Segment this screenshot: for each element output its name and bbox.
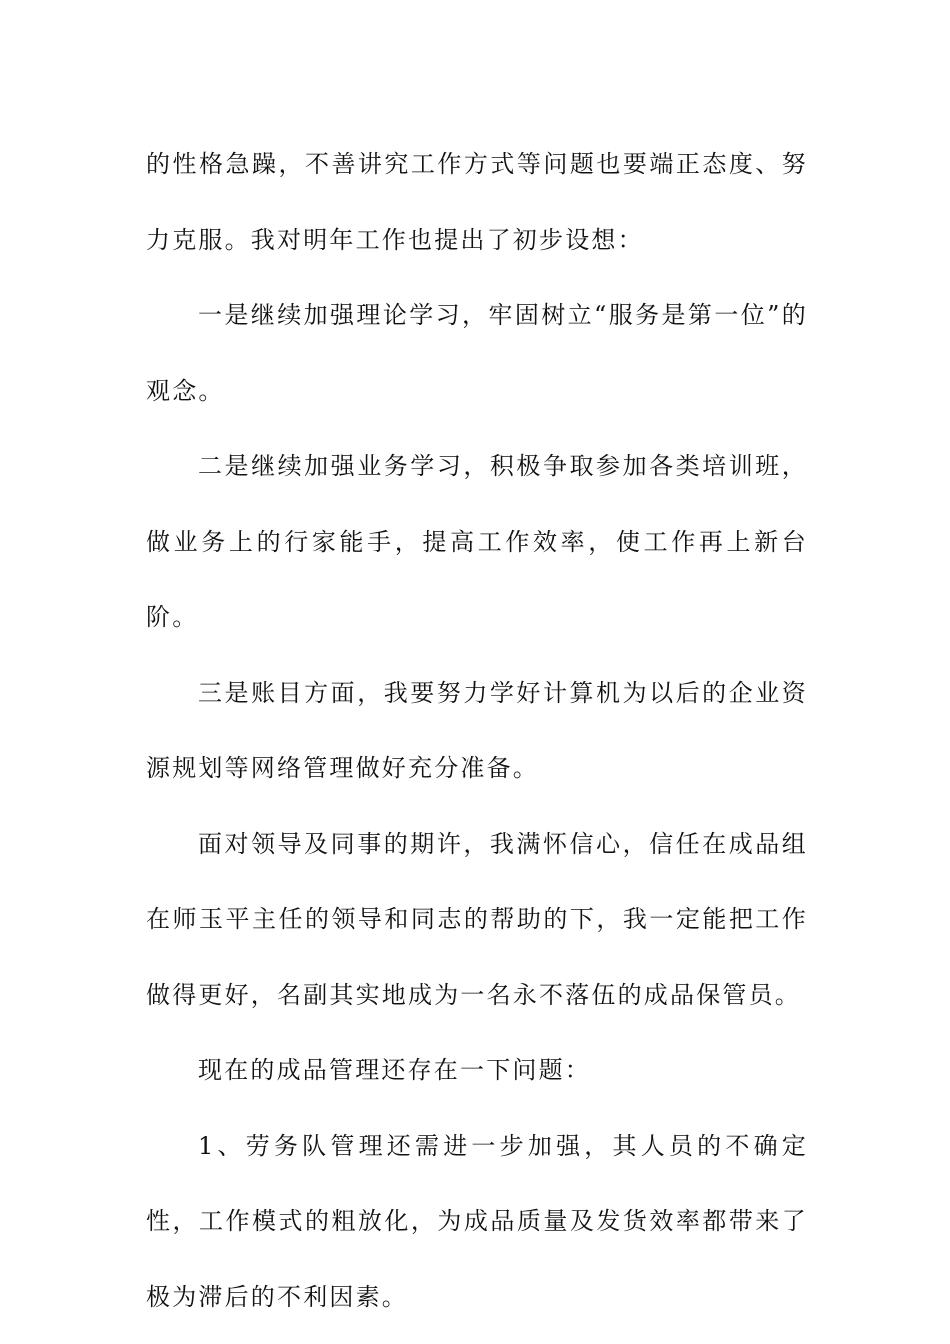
paragraph-plan-three: 三是账目方面，我要努力学好计算机为以后的企业资源规划等网络管理做好充分准备。 [146,678,808,782]
paragraph-confidence: 面对领导及同事的期许，我满怀信心，信任在成品组在师玉平主任的领导和同志的帮助的下，我一定能把工作做得更好，名副其实地成为一名永不落伍的成品保管员。 [146,829,808,1009]
paragraph-continuation: 的性格急躁，不善讲究工作方式等问题也要端正态度、努力克服。我对明年工作也提出了初步设想： [146,150,808,254]
document-body [146,127,808,1335]
paragraph-problems-intro: 现在的成品管理还存在一下问题： [198,1056,591,1084]
paragraph-problem-one: 1、劳务队管理还需进一步加强，其人员的不确定性，工作模式的粗放化，为成品质量及发货效率都带来了极为滞后的不利因素。 [146,1131,808,1311]
paragraph-plan-one: 一是继续加强理论学习，牢固树立“服务是第一位”的观念。 [146,301,808,405]
paragraph-plan-two: 二是继续加强业务学习，积极争取参加各类培训班，做业务上的行家能手，提高工作效率，使工作再上新台阶。 [146,452,808,631]
